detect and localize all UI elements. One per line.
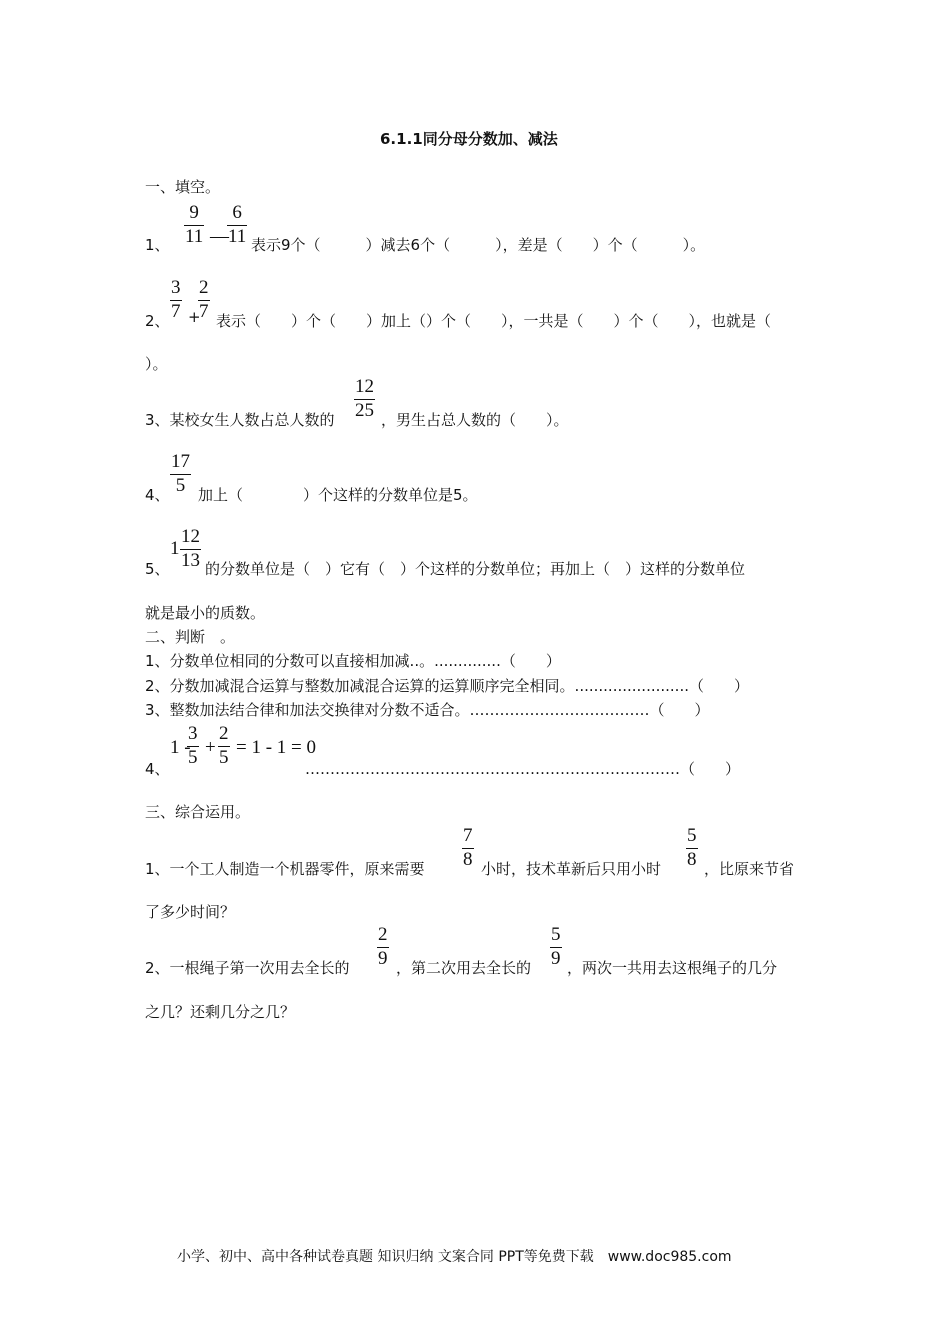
q5-text: 的分数单位是（ ）它有（ ）个这样的分数单位；再加上（ ）这样的分数单位 <box>205 560 746 578</box>
s3-q2-fraction-b-denominator: 9 <box>551 948 561 969</box>
judge-item-4-dots: …………………………………………………………………（ ） <box>305 760 741 778</box>
q5-fraction-denominator: 13 <box>181 550 200 571</box>
q1-fraction-b <box>227 203 247 247</box>
q1-fraction-a <box>184 203 204 247</box>
s3-q2-fraction-b-numerator: 5 <box>551 924 561 945</box>
q4-fraction-numerator: 17 <box>171 451 190 472</box>
judge-item-4-rest: = 1 - 1 = 0 <box>236 737 317 758</box>
q5-fraction-numerator: 12 <box>181 526 200 547</box>
q5-number: 5、 <box>145 560 170 578</box>
judge-item-4-fraction-a-numerator: 3 <box>188 723 198 744</box>
q3-text-a: 3、某校女生人数占总人数的 <box>145 411 335 429</box>
q4-fraction <box>170 452 191 496</box>
q2-fraction-a-numerator: 3 <box>171 277 181 298</box>
judge-item-1: 1、分数单位相同的分数可以直接相加减..。..............（ ） <box>145 652 561 670</box>
section1-heading: 一、填空。 <box>145 178 221 196</box>
page-title: 6.1.1同分母分数加、减法 <box>380 130 558 148</box>
judge-item-2: 2、分数加减混合运算与整数加减混合运算的运算顺序完全相同。........................（ ） <box>145 677 749 695</box>
q1-text: 表示9个（ ）减去6个（ ），差是（ ）个（ ）。 <box>251 236 706 254</box>
q1-fraction-b-denominator: 11 <box>228 226 247 247</box>
footer-text: 小学、初中、高中各种试卷真题 知识归纳 文案合同 PPT等免费下载 www.doc985.com <box>177 1249 732 1265</box>
q4-fraction-denominator: 5 <box>175 475 186 496</box>
q3-fraction <box>354 377 375 421</box>
judge-item-4-lead: 1 - <box>170 737 191 758</box>
s3-q1-fraction-b-denominator: 8 <box>687 849 697 870</box>
s3-q2-fraction-a-denominator: 9 <box>378 948 388 969</box>
q2-operator: + <box>188 308 201 326</box>
q1-operator: — <box>210 226 229 247</box>
q1-fraction-a-denominator: 11 <box>185 226 204 247</box>
judge-item-4-fraction-a <box>187 724 199 768</box>
judge-item-4-fraction-b-denominator: 5 <box>219 747 229 768</box>
q2-fraction-a-denominator: 7 <box>171 301 181 322</box>
q4-number: 4、 <box>145 486 170 504</box>
s3-q2-text-continued: 之几？还剩几分之几？ <box>145 1003 296 1021</box>
q1-fraction-a-numerator: 9 <box>189 202 199 223</box>
s3-q2-text-c: ，两次一共用去这根绳子的几分 <box>567 959 778 977</box>
judge-item-4-fraction-a-denominator: 5 <box>188 747 198 768</box>
q2-fraction-b <box>198 278 210 322</box>
q5-fraction <box>180 527 201 571</box>
q3-text-b: ，男生占总人数的（ ）。 <box>381 411 569 429</box>
s3-q1-text-continued: 了多少时间？ <box>145 903 236 921</box>
q2-text-continued: ）。 <box>145 355 168 373</box>
s3-q2-fraction-a-numerator: 2 <box>378 924 388 945</box>
judge-item-4-number: 4、 <box>145 760 170 778</box>
judge-item-4-fraction-b-numerator: 2 <box>219 723 229 744</box>
s3-q1-text-c: ，比原来节省 <box>704 860 795 878</box>
s3-q1-fraction-a <box>462 826 474 870</box>
q3-fraction-numerator: 12 <box>355 376 374 397</box>
q2-fraction-b-numerator: 2 <box>199 277 209 298</box>
s3-q2-fraction-a <box>377 925 389 969</box>
q2-fraction-a <box>170 278 182 322</box>
q4-text: 加上（ ）个这样的分数单位是5。 <box>198 486 478 504</box>
q2-number: 2、 <box>145 312 170 330</box>
q2-fraction-b-denominator: 7 <box>199 301 209 322</box>
judge-item-3: 3、整数加法结合律和加法交换律对分数不适合。………………………………（ ） <box>145 701 710 719</box>
section2-heading: 二、判断 。 <box>145 628 236 646</box>
q5-whole-number: 1 <box>170 538 180 559</box>
s3-q1-fraction-b <box>686 826 698 870</box>
s3-q1-fraction-b-numerator: 5 <box>687 825 697 846</box>
judge-item-4-fraction-b <box>218 724 230 768</box>
s3-q2-fraction-b <box>550 925 562 969</box>
s3-q1-text-b: 小时，技术革新后只用小时 <box>481 860 662 878</box>
s3-q2-text-a: 2、一根绳子第一次用去全长的 <box>145 959 350 977</box>
s3-q2-text-b: ，第二次用去全长的 <box>396 959 532 977</box>
judge-item-4-operator: + <box>205 737 216 758</box>
s3-q1-text-a: 1、一个工人制造一个机器零件，原来需要 <box>145 860 425 878</box>
q2-text: 表示（ ）个（ ）加上（）个（ ），一共是（ ）个（ ），也就是（ <box>216 312 772 330</box>
s3-q1-fraction-a-numerator: 7 <box>463 825 473 846</box>
q3-fraction-denominator: 25 <box>355 400 374 421</box>
q1-number: 1、 <box>145 236 170 254</box>
section3-heading: 三、综合运用。 <box>145 803 251 821</box>
s3-q1-fraction-a-denominator: 8 <box>463 849 473 870</box>
q5-text-continued: 就是最小的质数。 <box>145 604 266 622</box>
q1-fraction-b-numerator: 6 <box>232 202 242 223</box>
